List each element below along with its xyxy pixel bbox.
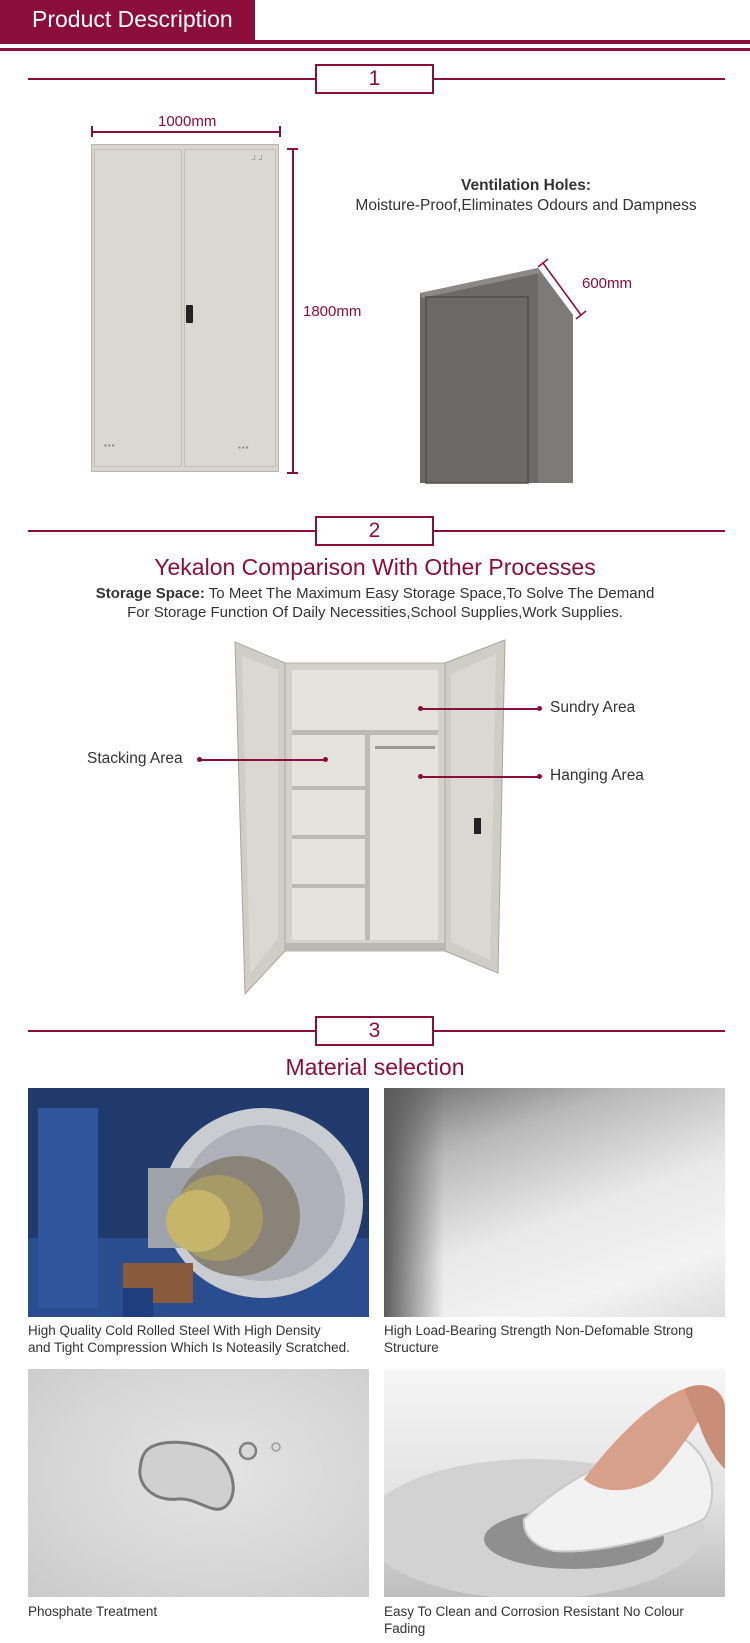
- steel-caption: [28, 1322, 373, 1356]
- stacking-area-dot: [323, 757, 328, 762]
- closed-cabinet-image: [91, 144, 279, 472]
- section-3-number: 3: [315, 1016, 434, 1046]
- section-3-rule-right: [433, 1030, 725, 1032]
- open-cabinet-image: [230, 638, 510, 998]
- steel-coil-photo: [28, 1088, 369, 1317]
- storage-space-label: Storage Space:: [95, 585, 205, 602]
- cabinet-right-door: [184, 149, 276, 467]
- feature-title: [340, 177, 712, 195]
- section-1-number: 1: [315, 64, 434, 94]
- section-2-description-line2: For Storage Function Of Daily Necessities,School Supplies,Work Supplies.: [127, 604, 623, 621]
- storage-space-text: To Meet The Maximum Easy Storage Space,To Solve The Demand: [204, 585, 655, 602]
- cleaning-caption-line2: Fading: [384, 1621, 426, 1636]
- section-2-number: 2: [315, 516, 434, 546]
- height-dimension-label: 1800mm: [303, 303, 362, 320]
- vent-holes-right-icon: ▪▪▪: [238, 443, 250, 452]
- feature-description: Moisture-Proof,Eliminates Odours and Dampness: [355, 197, 697, 214]
- section-1-rule-left: [28, 78, 315, 80]
- cleaning-caption-line1: Easy To Clean and Corrosion Resistant No Colour: [384, 1604, 684, 1619]
- top-vent-icon: ┘┘: [252, 155, 266, 164]
- section-2-title: Yekalon Comparison With Other Processes: [154, 554, 596, 580]
- height-dimension-tick-top: [287, 148, 298, 150]
- phosphate-caption: Phosphate Treatment: [28, 1604, 158, 1619]
- height-dimension-line: [292, 148, 294, 473]
- stacking-area-label: Stacking Area: [87, 750, 183, 767]
- sundry-area-label: Sundry Area: [550, 699, 636, 716]
- depth-dimension-line: [538, 258, 588, 320]
- header-rule-thick: [0, 40, 750, 44]
- depth-dimension-label: 600mm: [582, 275, 633, 292]
- steel-coil-graphic: [28, 1088, 369, 1317]
- water-droplet-graphic: [28, 1369, 369, 1597]
- phosphate-photo: [28, 1369, 369, 1597]
- vent-holes-left-icon: ▪▪▪: [104, 441, 116, 450]
- section-3-rule-left: [28, 1030, 315, 1032]
- sundry-area-end-dot: [537, 706, 542, 711]
- hanging-area-label: Hanging Area: [550, 767, 644, 784]
- strength-caption-line1: High Load-Bearing Strength Non-Defomable Strong: [384, 1323, 694, 1338]
- steel-caption-line2: and Tight Compression Which Is Noteasily Scratched.: [28, 1340, 350, 1355]
- width-dimension-line: [91, 131, 280, 133]
- stacking-area-leader: [200, 759, 326, 761]
- strength-caption: [384, 1322, 729, 1356]
- section-2-rule-right: [433, 530, 725, 532]
- steel-caption-line1: High Quality Cold Rolled Steel With High Density: [28, 1323, 321, 1338]
- section-2-rule-left: [28, 530, 315, 532]
- header-rule-thin: [0, 48, 750, 51]
- section-3-title: Material selection: [285, 1054, 465, 1080]
- cabinet-left-door: [94, 149, 182, 467]
- cleaning-cloth-graphic: [384, 1369, 725, 1597]
- cleaning-caption: [384, 1603, 729, 1637]
- steel-surface-shadow: [384, 1088, 444, 1317]
- page-title: Product Description: [32, 6, 233, 32]
- steel-surface-photo: [384, 1088, 725, 1317]
- width-dimension-tick-right: [279, 126, 281, 137]
- section-1-rule-right: [433, 78, 725, 80]
- sundry-area-leader: [421, 708, 539, 710]
- section-2-description-line1: [0, 585, 750, 602]
- width-dimension-tick-left: [91, 126, 93, 137]
- height-dimension-tick-bottom: [287, 472, 298, 474]
- width-dimension-label: 1000mm: [158, 113, 217, 130]
- hanging-area-leader: [421, 776, 539, 778]
- feature-title-text: Ventilation Holes:: [460, 177, 592, 194]
- cabinet-lock-icon: [186, 305, 193, 323]
- strength-caption-line2: Structure: [384, 1340, 439, 1355]
- hanging-area-end-dot: [537, 774, 542, 779]
- cleaning-photo: [384, 1369, 725, 1597]
